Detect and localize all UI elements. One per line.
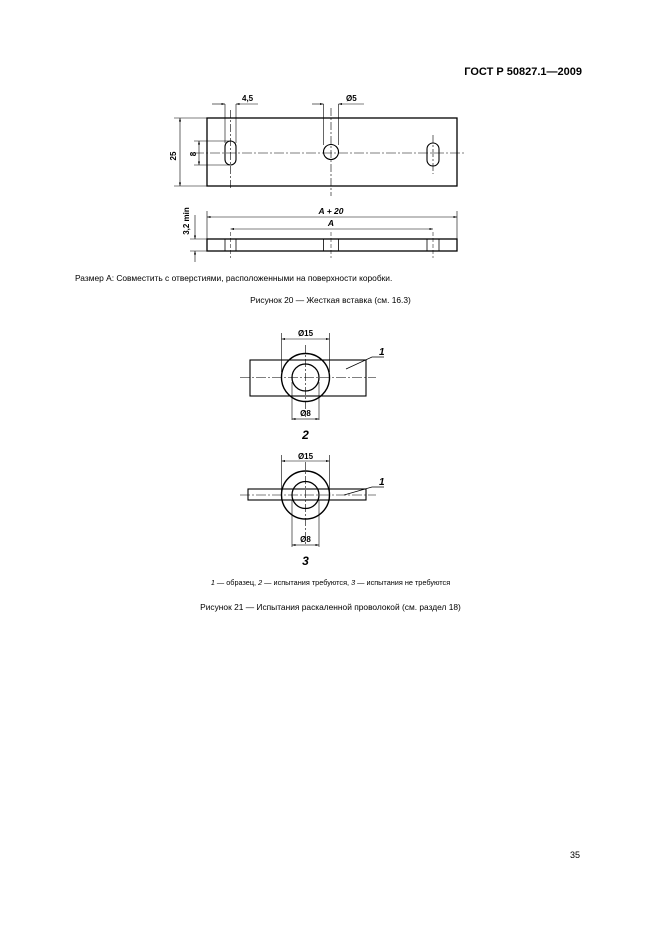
test-view-3 (240, 455, 384, 547)
page-number: 35 (569, 850, 580, 860)
dim-thickness (190, 215, 207, 262)
view2-outer-diameter: Ø15 (297, 329, 314, 338)
legend-n2: 2 (258, 578, 263, 587)
standard-header: ГОСТ Р 50827.1—2009 (464, 66, 582, 78)
dim-slot-length-label: 8 (189, 151, 198, 157)
insert-top-view (194, 108, 465, 196)
test-view-2 (240, 333, 384, 420)
dim-height-label: 25 (169, 151, 178, 161)
legend-t2: — испытания требуются, (262, 578, 352, 587)
legend-t1: — образец, (214, 578, 259, 587)
view3-leader-label: 1 (379, 477, 385, 488)
view2-leader-label: 1 (379, 347, 385, 358)
legend-n3: 3 (351, 578, 356, 587)
figure20-note: Размер A: Совместить с отверстиями, расположенными на поверхности коробки. (75, 273, 393, 283)
dim-hole-diameter (312, 104, 364, 145)
view3-outer-diameter: Ø15 (297, 452, 314, 461)
legend-t3: — испытания не требуются (355, 578, 451, 587)
dim-slot-width-label: 4,5 (242, 94, 254, 103)
view2-label: 2 (302, 428, 309, 442)
dim-slot-width (212, 104, 258, 143)
view3-inner-diameter: Ø8 (300, 535, 311, 544)
dim-thickness-label: 3,2 min (182, 207, 191, 235)
figure21-caption: Рисунок 21 — Испытания раскаленной проволокой (см. раздел 18) (200, 602, 461, 612)
legend-n1: 1 (210, 578, 215, 587)
view2-inner-diameter: Ø8 (300, 409, 311, 418)
insert-side-view (207, 232, 457, 258)
dim-overall-length-label: A + 20 (318, 206, 344, 216)
figure21-legend (0, 578, 661, 587)
dim-hole-diameter-label: Ø5 (346, 94, 357, 103)
figure20-caption: Рисунок 20 — Жесткая вставка (см. 16.3) (250, 295, 411, 305)
dim-hole-span-label: A (327, 218, 335, 228)
view3-label: 3 (302, 554, 309, 568)
